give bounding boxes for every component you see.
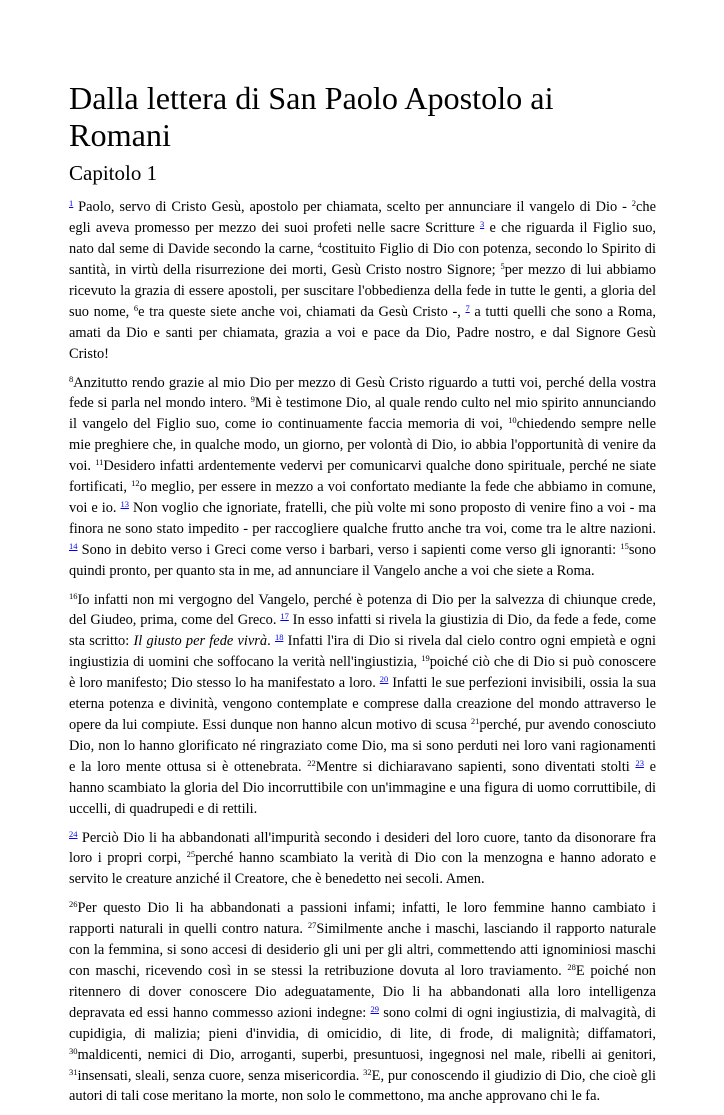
verse-text: sono colmi di ogni ingiustizia, di malvagità, di cupidigia, di malizia; pieni d'invidia, di omicidio, di lite, di frode, di malignità; diffamatori,	[69, 1004, 656, 1042]
verse-number: 26	[69, 899, 78, 910]
verse-text: chiedendo sempre nelle mie preghiere che, in qualche modo, un giorno, per volontà di Dio, io abbia l'opportunità di venire da voi.	[69, 416, 656, 475]
verse-number: 4	[317, 240, 322, 251]
footnote-link[interactable]: 29	[370, 1003, 379, 1014]
footnote-link[interactable]: 7	[465, 302, 470, 313]
verse-number: 19	[421, 653, 430, 664]
verse-text: Perciò Dio li ha abbandonati all'impurità secondo i desideri del loro cuore, tanto da disonorare fra loro i propri corpi,	[69, 829, 656, 867]
verse-text: E poiché non ritennero di dover conoscere Dio adeguatamente, Dio li ha abbandonati alla loro intelligenza depravata ed essi hanno commesso azioni indegne:	[69, 962, 656, 1021]
verse-number: 15	[620, 540, 629, 551]
verse-number: 10	[508, 415, 517, 426]
scripture-quote: Il giusto per fede vivrà	[133, 633, 268, 650]
verse-number: 30	[69, 1045, 78, 1056]
verse-text: Mi è testimone Dio, al quale rendo culto nel mio spirito annunciando il vangelo del Figlio suo, come io continuamente faccia memoria di voi,	[69, 395, 656, 433]
verse-text: .	[267, 633, 275, 650]
footnote-link[interactable]: 14	[69, 540, 78, 551]
verse-text: e che riguarda il Figlio suo, nato dal seme di Davide secondo la carne,	[69, 220, 656, 258]
verse-number: 27	[307, 920, 317, 931]
verse-text: In esso infatti si rivela la giustizia di Dio, da fede a fede, come sta scritto:	[69, 612, 656, 650]
verse-text: Infatti l'ira di Dio si rivela dal cielo contro ogni empietà e ogni ingiustizia di uomini che soffocano la verità nell'ingiustizia,	[69, 633, 657, 671]
paragraph-5	[69, 898, 656, 1107]
footnote-link[interactable]: 1	[69, 198, 74, 209]
paragraph-3	[69, 590, 656, 820]
verse-text: perché, pur avendo conosciuto Dio, non lo hanno glorificato né ringraziato come Dio, ma si sono perduti nei loro vani ragionamenti e la loro mente ottusa si è ottenebrata.	[69, 717, 656, 775]
verse-text: che egli aveva promesso per mezzo dei suoi profeti nelle sacre Scritture	[69, 199, 656, 237]
verse-number: 16	[69, 590, 78, 601]
verse-number: 21	[470, 716, 480, 726]
verse-text: maldicenti, nemici di Dio, arroganti, superbi, presuntuosi, ingegnosi nel male, ribelli ai genitori,	[77, 1046, 656, 1063]
chapter-heading: Capitolo 1	[69, 161, 158, 186]
document-title: Dalla lettera di San Paolo Apostolo ai Romani	[69, 80, 554, 154]
verse-text: Sono in debito verso i Greci come verso i barbari, verso i sapienti come verso gli ignoranti:	[77, 541, 621, 558]
verse-text: perché hanno scambiato la verità di Dio con la menzogna e hanno adorato e servito le creature anziché il Creatore, che è benedetto nei secoli. Amen.	[69, 850, 656, 888]
verse-text: e tra queste siete anche voi, chiamati da Gesù Cristo -,	[138, 303, 466, 320]
verse-text: e hanno scambiato la gloria del Dio incorruttibile con un'immagine e una figura di uomo corruttibile, di uccelli, di quadrupedi e di rettili.	[69, 758, 656, 817]
verse-number: 5	[500, 260, 505, 271]
paragraph-2	[69, 373, 656, 582]
verse-number: 11	[95, 457, 104, 468]
document-page	[69, 80, 656, 1115]
verse-number: 8	[69, 373, 74, 384]
footnote-link[interactable]: 20	[379, 674, 389, 685]
verse-text: Anzitutto rendo grazie al mio Dio per mezzo di Gesù Cristo riguardo a tutti voi, perché della vostra fede si parla nel mondo intero.	[69, 374, 656, 412]
verse-text: Per questo Dio li ha abbandonati a passioni infami; infatti, le loro femmine hanno cambiato i rapporti naturali in quelli contro natura.	[69, 900, 656, 938]
verse-text: a tutti quelli che sono a Roma, amati da Dio e santi per chiamata, grazia a voi e pace da Dio, Padre nostro, e dal Signore Gesù Cristo!	[69, 303, 657, 362]
footnote-link[interactable]: 13	[120, 498, 129, 509]
verse-number: 22	[307, 757, 316, 768]
verse-text: insensati, sleali, senza cuore, senza misericordia.	[77, 1067, 364, 1084]
footnote-link[interactable]: 18	[274, 632, 284, 643]
footnote-link[interactable]: 23	[635, 757, 644, 768]
verse-text: Non voglio che ignoriate, fratelli, che più volte mi sono proposto di venire fino a voi - ma finora ne sono stato impedito - per raccogliere qualche frutto anche tra voi, come tra le altre nazioni.	[69, 499, 656, 537]
verse-number: 28	[567, 961, 576, 972]
verse-text: Infatti le sue perfezioni invisibili, ossia la sua eterna potenza e divinità, vengono contemplate e comprese dalla creazione del mondo attraverso le opere da lui compiute. Essi dunque non hanno alcun motivo di scusa	[69, 675, 656, 733]
paragraph-4	[69, 828, 656, 891]
verse-number: 6	[133, 302, 139, 313]
verse-text: Desidero infatti ardentemente vedervi per comunicarvi qualche dono spirituale, perché ne siate fortificati,	[69, 458, 656, 496]
footnote-link[interactable]: 3	[479, 219, 485, 230]
verse-text: E, pur conoscendo il giudizio di Dio, che cioè gli autori di tali cose meritano la morte, non solo le commettono, ma anche approvano chi le fa.	[69, 1067, 656, 1105]
verse-number: 32	[363, 1066, 372, 1077]
verse-text: Paolo, servo di Cristo Gesù, apostolo per chiamata, scelto per annunciare il vangelo di Dio -	[73, 199, 632, 216]
paragraph-1	[69, 197, 656, 364]
verse-number: 31	[69, 1066, 78, 1077]
verse-text: per mezzo di lui abbiamo ricevuto la grazia di essere apostoli, per suscitare l'obbedienza della fede in tutte le genti, a gloria del suo nome,	[69, 261, 656, 320]
footnote-link[interactable]: 17	[280, 611, 289, 622]
footnote-link[interactable]: 24	[69, 828, 78, 839]
verse-text: Similmente anche i maschi, lasciando il rapporto naturale con la femmina, si sono accesi di desiderio gli uni per gli altri, commettendo atti ignominiosi maschi con maschi, ricevendo così in se stessi la retribuzione dovuta al loro traviamento.	[69, 921, 656, 979]
verse-text: Io infatti non mi vergogno del Vangelo, perché è potenza di Dio per la salvezza di chiunque crede, del Giudeo, prima, come del Greco.	[69, 591, 656, 629]
verse-number: 9	[250, 394, 255, 405]
verse-number: 12	[131, 478, 140, 489]
verse-text: Mentre si dichiaravano sapienti, sono diventati stolti	[315, 758, 636, 775]
verse-number: 2	[631, 198, 637, 209]
verse-text: costituito Figlio di Dio con potenza, secondo lo Spirito di santità, in virtù della risurrezione dei morti, Gesù Cristo nostro Signore;	[69, 241, 656, 278]
verse-text: sono quindi pronto, per quanto sta in me, ad annunciare il Vangelo anche a voi che siete a Roma.	[69, 541, 656, 579]
verse-number: 25	[186, 849, 196, 860]
verse-text: o meglio, per essere in mezzo a voi confortato mediante la fede che abbiamo in comune, voi e io.	[69, 479, 656, 516]
verse-text: poiché ciò che di Dio si può conoscere è loro manifesto; Dio stesso lo ha manifestato a loro.	[69, 654, 656, 692]
